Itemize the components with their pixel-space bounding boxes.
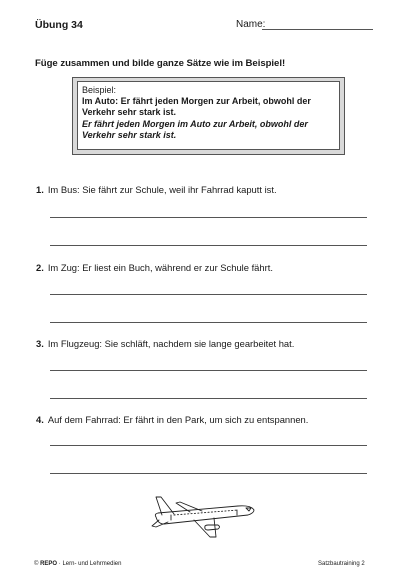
example-label: Beispiel:	[82, 85, 117, 95]
answer-line[interactable]	[50, 370, 367, 371]
task-item	[36, 338, 294, 349]
answer-line[interactable]	[50, 473, 367, 474]
task-number: 1.	[36, 184, 44, 195]
task-text: Auf dem Fahrrad: Er fährt in den Park, um sich zu entspannen.	[47, 414, 309, 425]
answer-line[interactable]	[50, 445, 367, 446]
example-answer-line-2: Verkehr sehr stark ist.	[82, 129, 177, 140]
task-number: 3.	[36, 338, 44, 349]
example-answer-line-1: Er fährt jeden Morgen im Auto zur Arbeit, obwohl der	[82, 118, 308, 129]
example-prompt-line-2: Verkehr sehr stark ist.	[82, 107, 177, 118]
footer-series: Satzbautraining 2	[318, 561, 365, 567]
task-item	[36, 262, 273, 273]
brand-name: REPO	[40, 561, 58, 567]
name-input-line[interactable]	[262, 29, 373, 30]
answer-line[interactable]	[50, 217, 367, 218]
task-number: 2.	[36, 262, 44, 273]
airplane-icon	[150, 493, 260, 543]
answer-line[interactable]	[50, 245, 367, 246]
worksheet-title: Übung 34	[35, 19, 83, 31]
name-label: Name:	[236, 19, 266, 30]
answer-line[interactable]	[50, 322, 367, 323]
answer-line[interactable]	[50, 294, 367, 295]
task-item	[36, 184, 277, 195]
task-item	[36, 414, 308, 425]
footer-publisher	[34, 561, 122, 567]
task-text: Im Bus: Sie fährt zur Schule, weil ihr Fahrrad kaputt ist.	[47, 184, 277, 195]
example-box	[77, 81, 340, 150]
answer-line[interactable]	[50, 398, 367, 399]
task-number: 4.	[36, 414, 44, 425]
task-text: Im Flugzeug: Sie schläft, nachdem sie lange gearbeitet hat.	[47, 338, 295, 349]
instruction-text: Füge zusammen und bilde ganze Sätze wie im Beispiel!	[35, 58, 286, 69]
copyright-symbol: ©	[34, 561, 39, 567]
publisher-name: · Lern- und Lehrmedien	[58, 561, 122, 567]
task-text: Im Zug: Er liest ein Buch, während er zur Schule fährt.	[47, 262, 273, 273]
example-prompt-line-1: Im Auto: Er fährt jeden Morgen zur Arbeit, obwohl der	[82, 96, 311, 107]
